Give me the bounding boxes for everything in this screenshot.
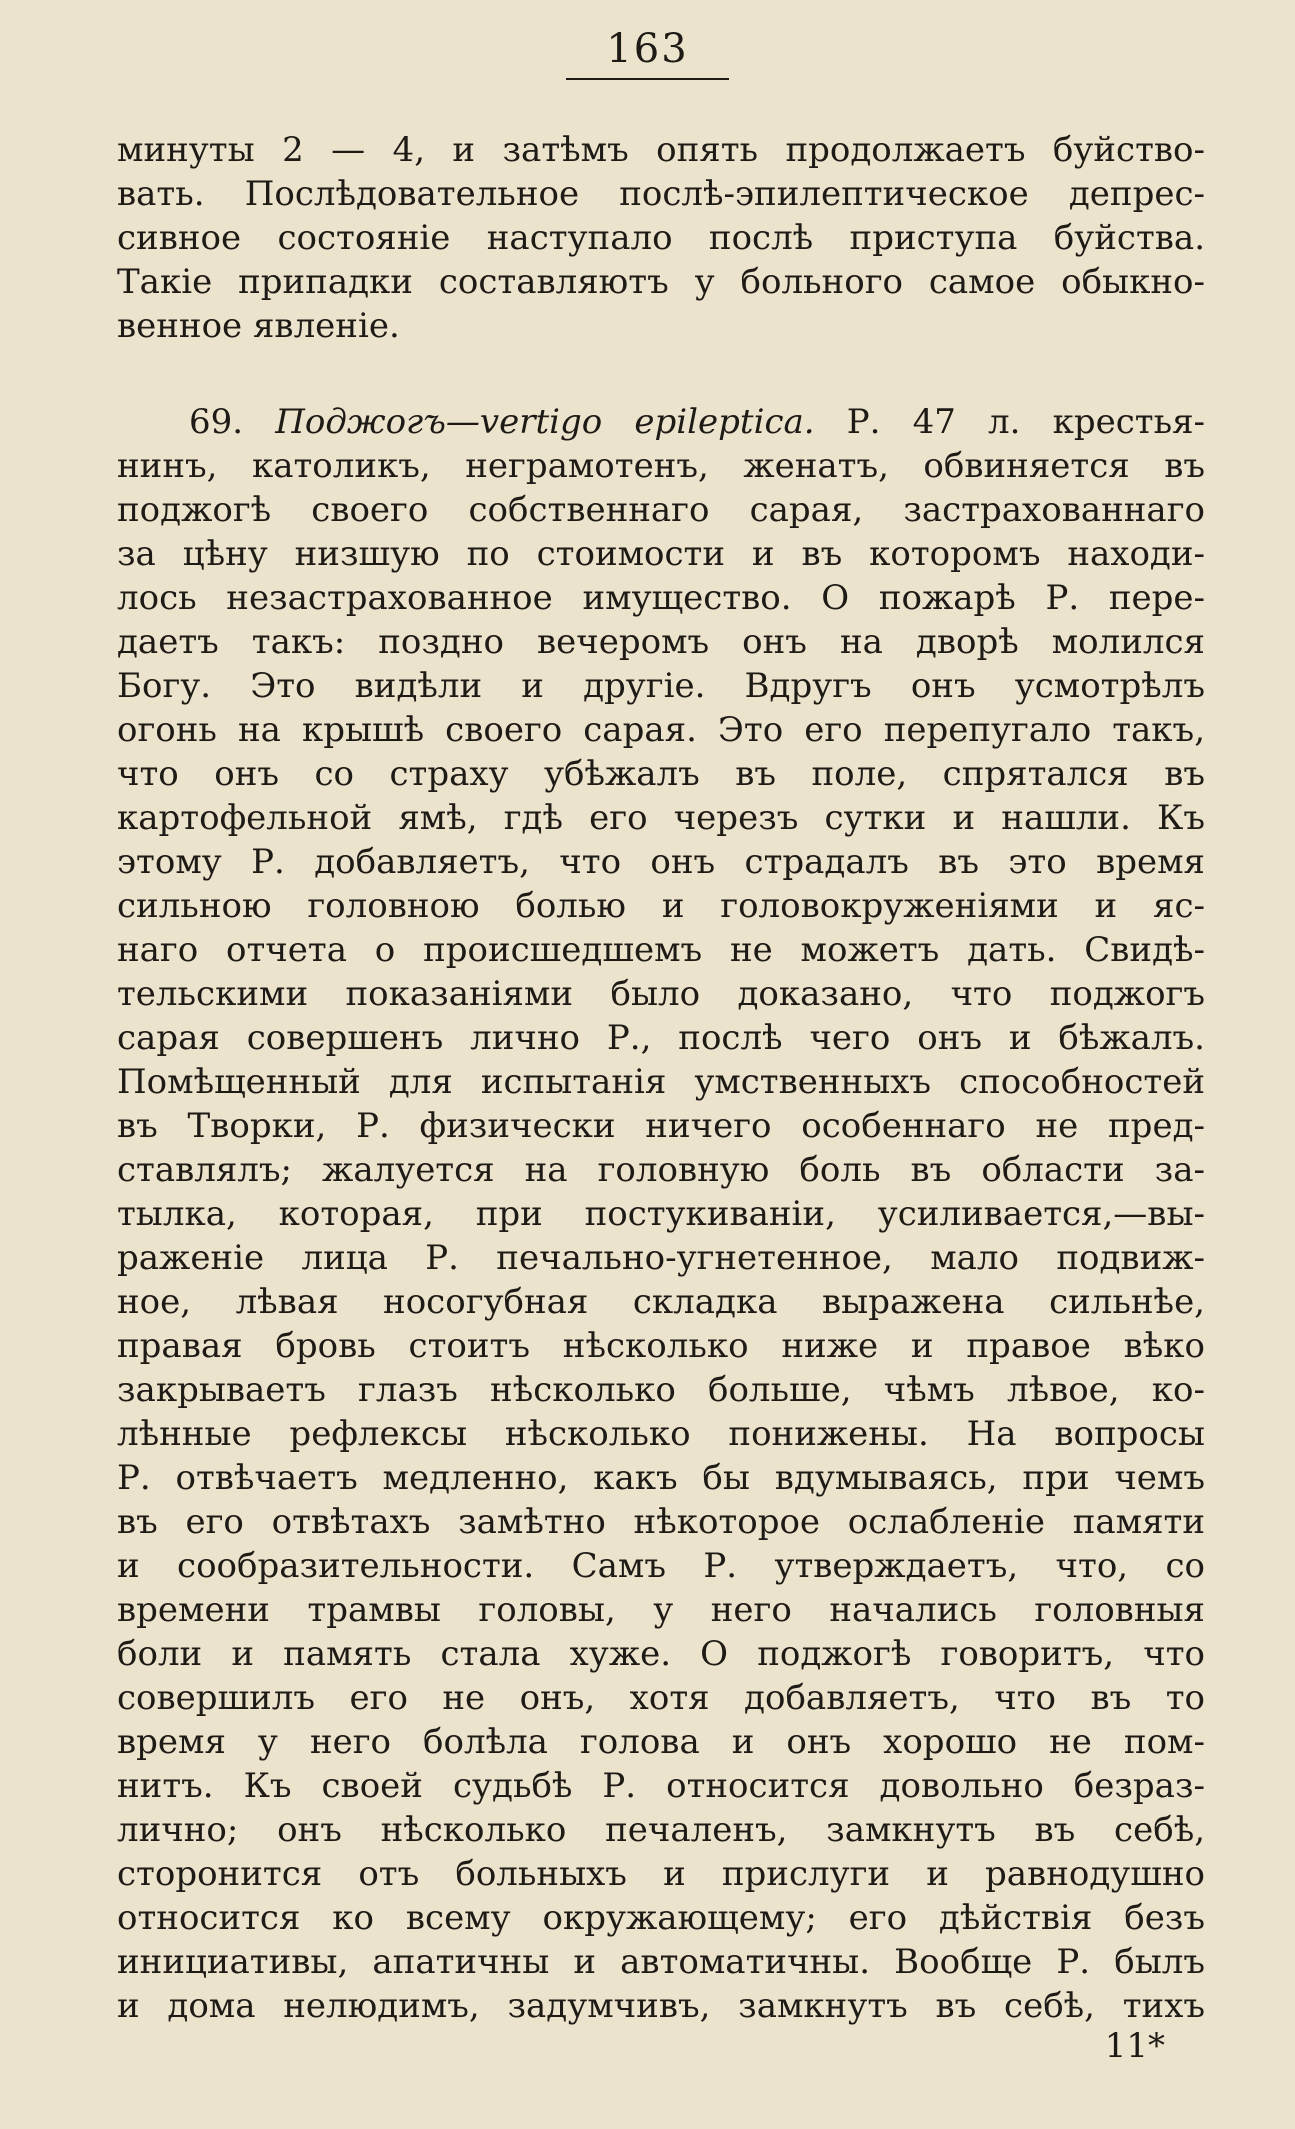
text-line: въ Творки, Р. физически ничего особеннаго не пред- [117, 1106, 1205, 1146]
page-number: 163 [566, 26, 728, 80]
text-line: сторонится отъ больныхъ и прислуги и равнодушно [117, 1854, 1205, 1894]
text-line: ное, лѣвая носогубная складка выражена сильнѣе, [117, 1282, 1205, 1322]
text-line: относится ко всему окружающему; его дѣйствія безъ [117, 1898, 1205, 1938]
text-line: Р. отвѣчаетъ медленно, какъ бы вдумываясь, при чемъ [117, 1458, 1205, 1498]
text-line: сивное состояніе наступало послѣ приступа буйства. [117, 218, 1205, 258]
text-line: въ его отвѣтахъ замѣтно нѣкоторое ослабленіе памяти [117, 1502, 1205, 1542]
text-line: правая бровь стоитъ нѣсколько ниже и правое вѣко [117, 1326, 1205, 1366]
case-69 [117, 400, 1205, 2028]
text-line: боли и память стала хуже. О поджогѣ говоритъ, что [117, 1634, 1205, 1674]
text-line: нинъ, католикъ, неграмотенъ, женатъ, обвиняется въ [117, 446, 1205, 486]
text-line: за цѣну низшую по стоимости и въ которомъ находи- [117, 534, 1205, 574]
text-line: картофельной ямѣ, гдѣ его черезъ сутки и нашли. Къ [117, 798, 1205, 838]
case-number: 69. [189, 402, 244, 442]
text-line: инициативы, апатичны и автоматичны. Вообще Р. былъ [117, 1942, 1205, 1982]
text-line: совершилъ его не онъ, хотя добавляетъ, что въ то [117, 1678, 1205, 1718]
text-line: этому Р. добавляетъ, что онъ страдалъ въ это время [117, 842, 1205, 882]
text-line: минуты 2 — 4, и затѣмъ опять продолжаетъ буйство- [117, 130, 1205, 170]
text-line: огонь на крышѣ своего сарая. Это его перепугало такъ, [117, 710, 1205, 750]
text-line: поджогѣ своего собственнаго сарая, застрахованнаго [117, 490, 1205, 530]
text-line: тылка, которая, при постукиваніи, усиливается,—вы- [117, 1194, 1205, 1234]
text-line: что онъ со страху убѣжалъ въ поле, спрятался въ [117, 754, 1205, 794]
page-header [0, 26, 1295, 80]
text-line: Такіе припадки составляютъ у больного самое обыкно- [117, 262, 1205, 302]
page-text [117, 128, 1205, 2028]
text-line: вать. Послѣдовательное послѣ-эпилептическое депрес- [117, 174, 1205, 214]
case-body [117, 444, 1205, 2028]
case-title: Поджогъ—vertigo epileptica. [275, 402, 815, 442]
text-line: ставлялъ; жалуется на головную боль въ области за- [117, 1150, 1205, 1190]
text-line: сарая совершенъ лично Р., послѣ чего онъ и бѣжалъ. [117, 1018, 1205, 1058]
paragraph-gap [117, 348, 1205, 400]
paragraph-1 [117, 128, 1205, 348]
text-line: раженіе лица Р. печально-угнетенное, мало подвиж- [117, 1238, 1205, 1278]
text-line: тельскими показаніями было доказано, что поджогъ [117, 974, 1205, 1014]
text-line: время у него болѣла голова и онъ хорошо не пом- [117, 1722, 1205, 1762]
text-line: лично; онъ нѣсколько печаленъ, замкнутъ въ себѣ, [117, 1810, 1205, 1850]
text-line: закрываетъ глазъ нѣсколько больше, чѣмъ лѣвое, ко- [117, 1370, 1205, 1410]
text-line: Помѣщенный для испытанія умственныхъ способностей [117, 1062, 1205, 1102]
text-line: нитъ. Къ своей судьбѣ Р. относится довольно безраз- [117, 1766, 1205, 1806]
case-heading-rest: Р. 47 л. крестья- [846, 402, 1206, 442]
case-heading-line [117, 400, 1205, 444]
text-line: и сообразительности. Самъ Р. утверждаетъ, что, со [117, 1546, 1205, 1586]
text-line: сильною головною болью и головокруженіями и яс- [117, 886, 1205, 926]
text-line: даетъ такъ: поздно вечеромъ онъ на дворѣ молился [117, 622, 1205, 662]
text-line: лось незастрахованное имущество. О пожарѣ Р. пере- [117, 578, 1205, 618]
text-line: Богу. Это видѣли и другіе. Вдругъ онъ усмотрѣлъ [117, 666, 1205, 706]
text-line: наго отчета о происшедшемъ не можетъ дать. Свидѣ- [117, 930, 1205, 970]
text-line: венное явленіе. [117, 306, 400, 346]
text-line: времени трамвы головы, у него начались головныя [117, 1590, 1205, 1630]
text-line: лѣнные рефлексы нѣсколько понижены. На вопросы [117, 1414, 1205, 1454]
text-line: и дома нелюдимъ, задумчивъ, замкнутъ въ себѣ, тихъ [117, 1986, 1205, 2026]
signature-mark: 11* [1104, 2026, 1165, 2066]
